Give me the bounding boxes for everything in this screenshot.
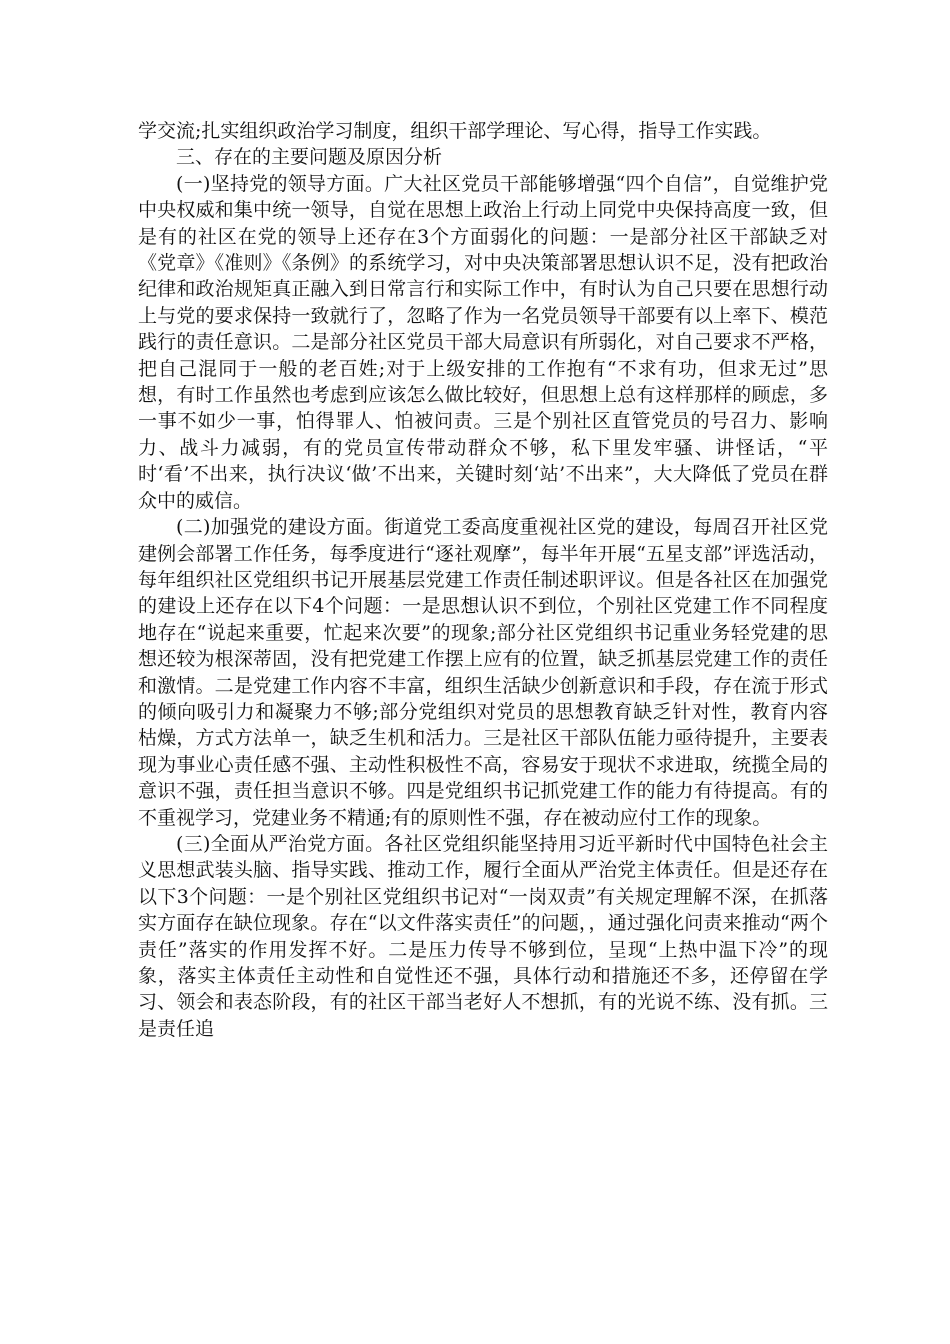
- paragraph-party-building: (二)加强党的建设方面。街道党工委高度重视社区党的建设，每周召开社区党建例会部署工作任务，每季度进行“逐社观摩”，每半年开展“五星支部”评选活动，每年组织社区党组织书记开展基层党建工作责任制述职评议。但是各社区在加强党的建设上还存在以下4个问题：一是思想认识不到位，个别社区党建工作不同程度地存在“说起来重要，忙起来次要”的现象;部分社区党组织书记重业务轻党建的思想还较为根深蒂固，没有把党建工作摆上应有的位置，缺乏抓基层党建工作的责任和激情。二是党建工作内容不丰富，组织生活缺少创新意识和手段，存在流于形式的倾向吸引力和凝聚力不够;部分党组织对党员的思想教育缺乏针对性，教育内容枯燥，方式方法单一，缺乏生机和活力。三是社区干部队伍能力亟待提升，主要表现为事业心责任感不强、主动性积极性不高，容易安于现状不求进取，统揽全局的意识不强，责任担当意识不够。四是党组织书记抓党建工作的能力有待提高。有的不重视学习，党建业务不精通;有的原则性不强，存在被动应付工作的现象。: [138, 516, 828, 829]
- paragraph-continuation: 学交流;扎实组织政治学习制度，组织干部学理论、写心得，指导工作实践。: [138, 120, 772, 142]
- paragraph-strict-governance: (三)全面从严治党方面。各社区党组织能坚持用习近平新时代中国特色社会主义思想武装头脑、指导实践、推动工作，履行全面从严治党主体责任。但是还存在以下3个问题：一是个别社区党组织书记对“一岗双责”有关规定理解不深，在抓落实方面存在缺位现象。存在“以文件落实责任”的问题，，通过强化问责来推动“两个责任”落实的作用发挥不好。二是压力传导不够到位，呈现“上热中温下冷”的现象，落实主体责任主动性和自觉性还不强，具体行动和措施还不多，还停留在学习、领会和表态阶段，有的社区干部当老好人不想抓，有的光说不练、没有抓。三是责任追: [138, 832, 828, 1040]
- paragraph-party-leadership: (一)坚持党的领导方面。广大社区党员干部能够增强“四个自信”，自觉维护党中央权威和集中统一领导，自觉在思想上政治上行动上同党中央保持高度一致，但是有的社区在党的领导上还存在3个方面弱化的问题：一是部分社区干部缺乏对《党章》《准则》《条例》的系统学习，对中央决策部署思想认识不足，没有把政治纪律和政治规矩真正融入到日常言行和实际工作中，有时认为自己只要在思想行动上与党的要求保持一致就行了，忽略了作为一名党员领导干部要有以上率下、模范践行的责任意识。二是部分社区党员干部大局意识有所弱化，对自己要求不严格，把自己混同于一般的老百姓;对于上级安排的工作抱有“不求有功，但求无过”思想，有时工作虽然也考虑到应该怎么做比较好，但思想上总有这样那样的顾虑，多一事不如少一事，怕得罪人、怕被问责。三是个别社区直管党员的号召力、影响力、战斗力减弱，有的党员宣传带动群众不够，私下里发牢骚、讲怪话，“平时‘看’不出来，执行决议‘做’不出来，关键时刻‘站’不出来”，大大降低了党员在群众中的威信。: [138, 172, 828, 512]
- document-page: [138, 118, 828, 1042]
- section-heading-problems: 三、存在的主要问题及原因分析: [176, 146, 443, 169]
